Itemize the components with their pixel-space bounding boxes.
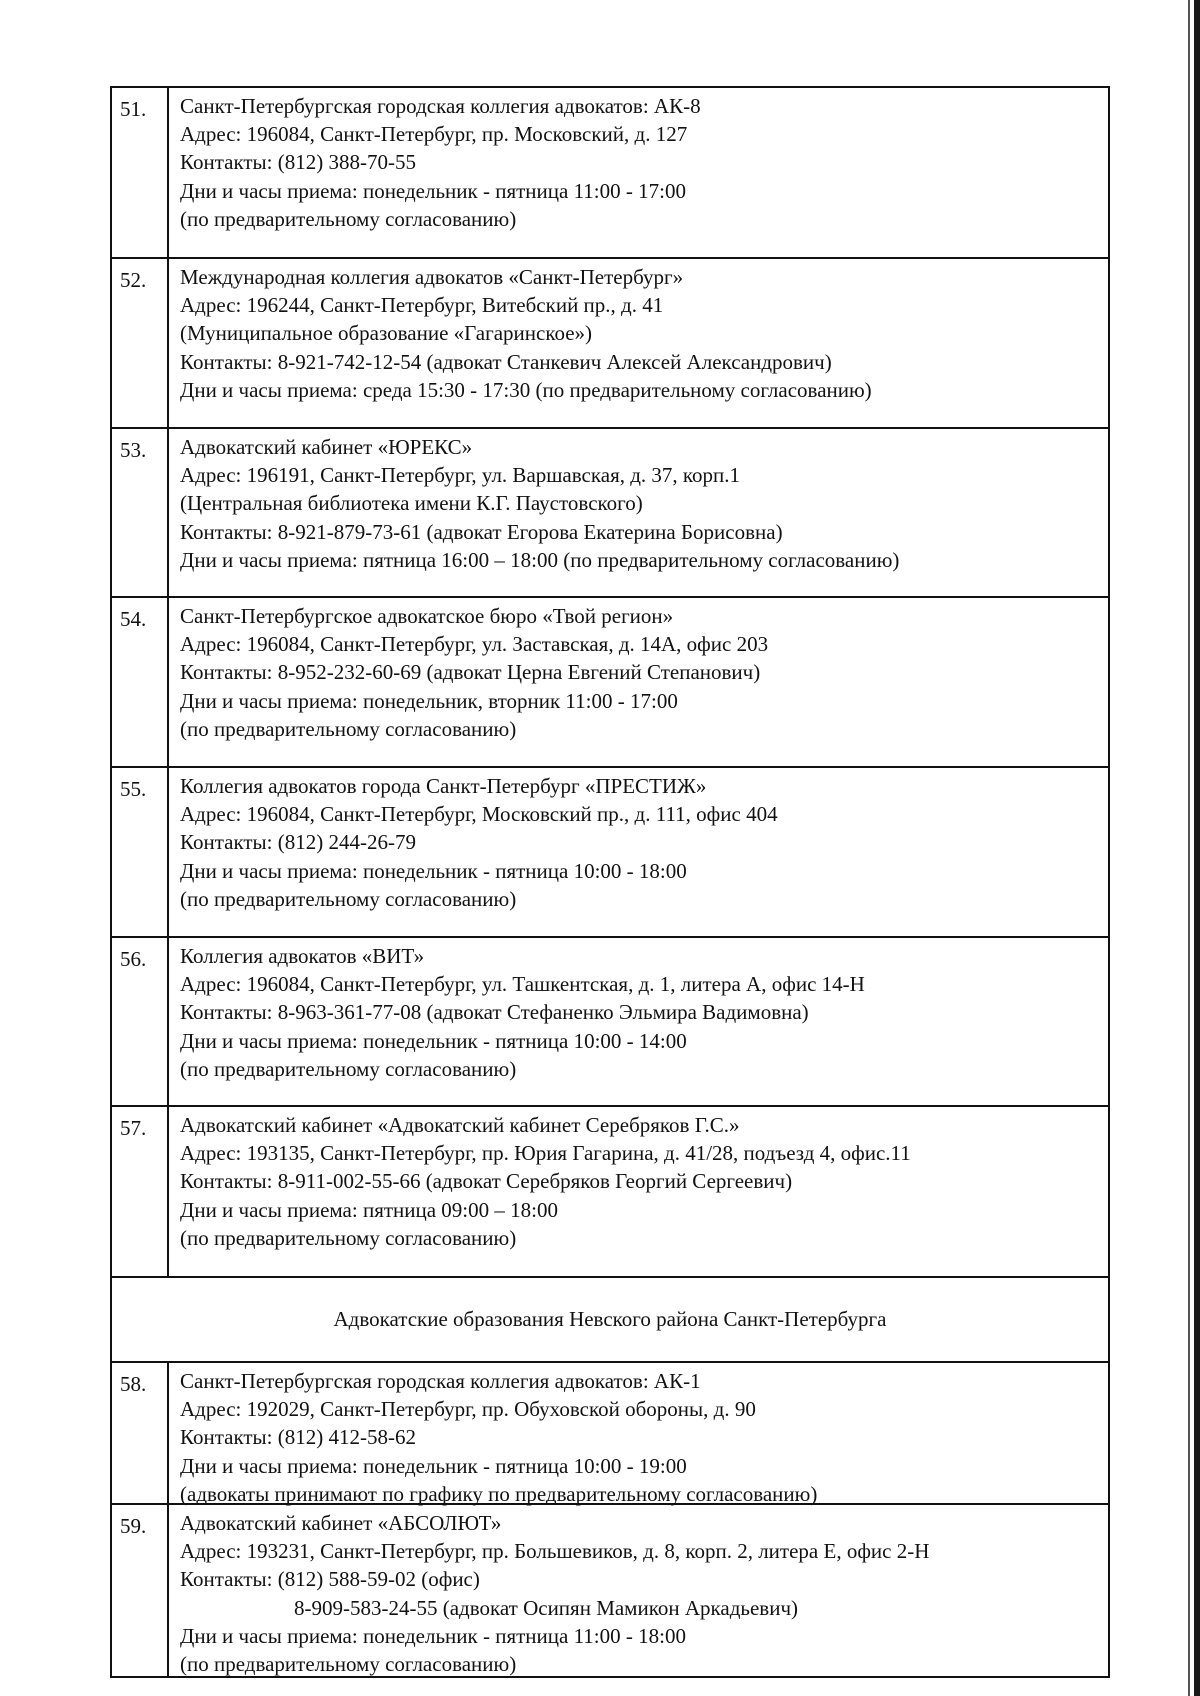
table-row — [112, 598, 1108, 768]
reception-hours: Дни и часы приема: понедельник - пятница 10:00 - 18:00 — [180, 858, 687, 883]
row-details — [169, 768, 1108, 936]
note: (по предварительному согласованию) — [180, 886, 517, 911]
note: (по предварительному согласованию) — [180, 1056, 517, 1081]
table-row — [112, 938, 1108, 1107]
note: (по предварительному согласованию) — [180, 1652, 517, 1677]
address: Адрес: 193231, Санкт-Петербург, пр. Большевиков, д. 8, корп. 2, литера Е, офис 2-Н — [180, 1539, 930, 1564]
note: (по предварительному согласованию) — [180, 1225, 517, 1250]
contacts: Контакты: 8-911-002-55-66 (адвокат Серебряков Георгий Сергеевич) — [180, 1169, 793, 1194]
table-row — [112, 88, 1108, 259]
table-row — [112, 1505, 1108, 1676]
row-details — [169, 598, 1108, 766]
row-details — [169, 938, 1108, 1105]
scan-edge-artifact — [1194, 0, 1200, 1696]
contacts-secondary: 8-909-583-24-55 (адвокат Осипян Мамикон Аркадьевич) — [294, 1595, 798, 1620]
note: (по предварительному согласованию) — [180, 716, 517, 741]
row-details — [169, 1107, 1108, 1276]
contacts: Контакты: (812) 388-70-55 — [180, 150, 416, 175]
table-row — [112, 429, 1108, 598]
reception-hours: Дни и часы приема: понедельник - пятница 11:00 - 17:00 — [180, 178, 686, 203]
address: Адрес: 196191, Санкт-Петербург, ул. Варшавская, д. 37, корп.1 — [180, 463, 741, 488]
organization-name: Адвокатский кабинет «Адвокатский кабинет Серебряков Г.С.» — [180, 1113, 740, 1137]
organization-name: Санкт-Петербургская городская коллегия адвокатов: АК-1 — [180, 1369, 701, 1393]
organization-name: Коллегия адвокатов «ВИТ» — [180, 944, 425, 968]
address: Адрес: 196084, Санкт-Петербург, ул. Заставская, д. 14А, офис 203 — [180, 632, 769, 657]
contacts: Контакты: 8-921-742-12-54 (адвокат Станкевич Алексей Александрович) — [180, 349, 832, 374]
reception-hours: Дни и часы приема: понедельник - пятница 10:00 - 14:00 — [180, 1028, 687, 1053]
address-note: (Муниципальное образование «Гагаринское») — [180, 321, 593, 346]
table-row — [112, 1107, 1108, 1278]
row-number: 57. — [112, 1107, 169, 1276]
reception-hours: Дни и часы приема: пятница 09:00 – 18:00 — [180, 1197, 558, 1222]
scan-edge-line — [1188, 0, 1190, 1696]
reception-hours: Дни и часы приема: пятница 16:00 – 18:00 (по предварительному согласованию) — [180, 547, 900, 572]
row-number: 59. — [112, 1505, 169, 1676]
organization-name: Международная коллегия адвокатов «Санкт-Петербург» — [180, 265, 684, 289]
contacts: Контакты: (812) 244-26-79 — [180, 830, 416, 855]
table-row — [112, 1363, 1108, 1505]
note: (по предварительному согласованию) — [180, 206, 517, 231]
address: Адрес: 196084, Санкт-Петербург, Московский пр., д. 111, офис 404 — [180, 802, 778, 827]
address: Адрес: 196084, Санкт-Петербург, ул. Ташкентская, д. 1, литера А, офис 14-Н — [180, 972, 865, 997]
row-details — [169, 259, 1108, 427]
row-details — [169, 1363, 1108, 1506]
organization-name: Адвокатский кабинет «ЮРЕКС» — [180, 435, 473, 459]
address: Адрес: 192029, Санкт-Петербург, пр. Обуховской обороны, д. 90 — [180, 1397, 756, 1422]
contacts: Контакты: 8-963-361-77-08 (адвокат Стефаненко Эльмира Вадимовна) — [180, 1000, 809, 1025]
table-row — [112, 768, 1108, 938]
address-note: (Центральная библиотека имени К.Г. Паустовского) — [180, 491, 643, 516]
row-number: 54. — [112, 598, 169, 766]
table-row — [112, 259, 1108, 429]
address: Адрес: 193135, Санкт-Петербург, пр. Юрия Гагарина, д. 41/28, подъезд 4, офис.11 — [180, 1141, 911, 1166]
section-heading-nevsky: Адвокатские образования Невского района Санкт-Петербурга — [112, 1278, 1108, 1363]
contacts: Контакты: 8-952-232-60-69 (адвокат Церна Евгений Степанович) — [180, 660, 761, 685]
row-details — [169, 429, 1108, 596]
note: (адвокаты принимают по графику по предварительному согласованию) — [180, 1481, 818, 1506]
row-details — [169, 88, 1108, 257]
row-number: 58. — [112, 1363, 169, 1503]
reception-hours: Дни и часы приема: понедельник - пятница 10:00 - 19:00 — [180, 1453, 687, 1478]
row-number: 56. — [112, 938, 169, 1105]
organization-name: Санкт-Петербургское адвокатское бюро «Твой регион» — [180, 604, 674, 628]
organization-name: Санкт-Петербургская городская коллегия адвокатов: АК-8 — [180, 94, 701, 118]
address: Адрес: 196244, Санкт-Петербург, Витебский пр., д. 41 — [180, 293, 664, 318]
row-number: 52. — [112, 259, 169, 427]
row-number: 53. — [112, 429, 169, 596]
reception-hours: Дни и часы приема: понедельник - пятница 11:00 - 18:00 — [180, 1623, 686, 1648]
reception-hours: Дни и часы приема: среда 15:30 - 17:30 (по предварительному согласованию) — [180, 377, 872, 402]
row-details — [169, 1505, 1108, 1676]
row-number: 55. — [112, 768, 169, 936]
reception-hours: Дни и часы приема: понедельник, вторник 11:00 - 17:00 — [180, 688, 678, 713]
organization-name: Адвокатский кабинет «АБСОЛЮТ» — [180, 1511, 502, 1535]
contacts: Контакты: 8-921-879-73-61 (адвокат Егорова Екатерина Борисовна) — [180, 519, 783, 544]
contacts: Контакты: (812) 412-58-62 — [180, 1425, 416, 1450]
organization-name: Коллегия адвокатов города Санкт-Петербург «ПРЕСТИЖ» — [180, 774, 707, 798]
row-number: 51. — [112, 88, 169, 257]
address: Адрес: 196084, Санкт-Петербург, пр. Московский, д. 127 — [180, 122, 688, 147]
contacts: Контакты: (812) 588-59-02 (офис) — [180, 1567, 480, 1592]
lawyer-registry-table — [110, 86, 1110, 1678]
